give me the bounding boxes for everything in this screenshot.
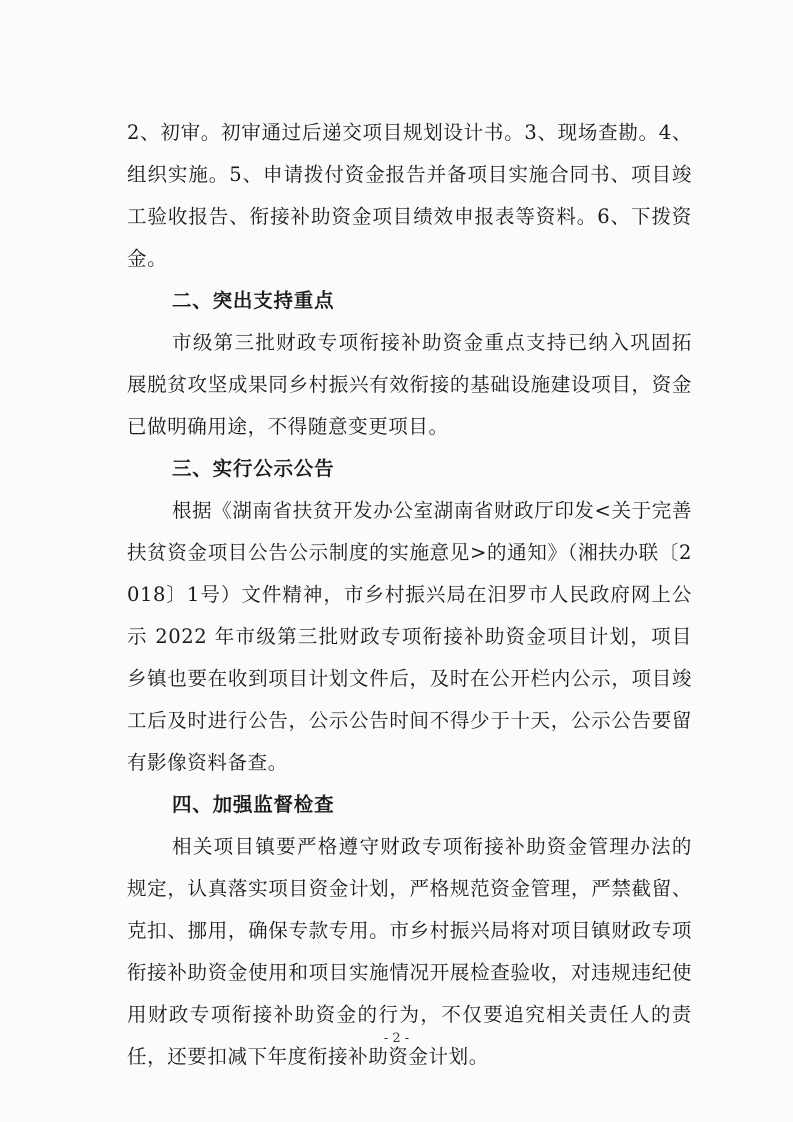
section-body-supervision: 相关项目镇要严格遵守财政专项衔接补助资金管理办法的规定，认真落实项目资金计划，严格规范资金管理，严禁截留、克扣、挪用，确保专款专用。市乡村振兴局将对项目镇财政专项衔接补助资金使用和项目实施情况开展检查验收，对违规违纪使用财政专项衔接补助资金的行为，不仅要追究相关责任人的责任，还要扣减下年度衔接补助资金计划。 bbox=[127, 835, 692, 1068]
section-body-public-notice: 根据《湖南省扶贫开发办公室湖南省财政厅印发<关于完善扶贫资金项目公告公示制度的实施意见>的通知》（湘扶办联〔2018〕1号）文件精神，市乡村振兴局在汨罗市人民政府网上公示 2022 年市级第三批财政专项衔接补助资金项目计划，项目乡镇也要在收到项目计划文件后，及时在公开栏内公示，项目竣工后及时进行公告，公示公告时间不得少于十天，公示公告要留有影像资料备查。 bbox=[127, 499, 692, 774]
section-body-support-focus: 市级第三批财政专项衔接补助资金重点支持已纳入巩固拓展脱贫攻坚成果同乡村振兴有效衔接的基础设施建设项目，资金已做明确用途，不得随意变更项目。 bbox=[127, 331, 692, 438]
document-body bbox=[127, 112, 692, 1078]
section-heading-public-notice: 三、实行公示公告 bbox=[172, 457, 335, 480]
intro-paragraph: 2、初审。初审通过后递交项目规划设计书。3、现场查勘。4、组织实施。5、申请拨付资金报告并备项目实施合同书、项目竣工验收报告、衔接补助资金项目绩效申报表等资料。6、下拨资金。 bbox=[127, 121, 692, 270]
section-heading-supervision: 四、加强监督检查 bbox=[172, 793, 335, 816]
page-number: - 2 - bbox=[383, 1031, 410, 1046]
section-heading-support-focus: 二、突出支持重点 bbox=[172, 289, 335, 312]
